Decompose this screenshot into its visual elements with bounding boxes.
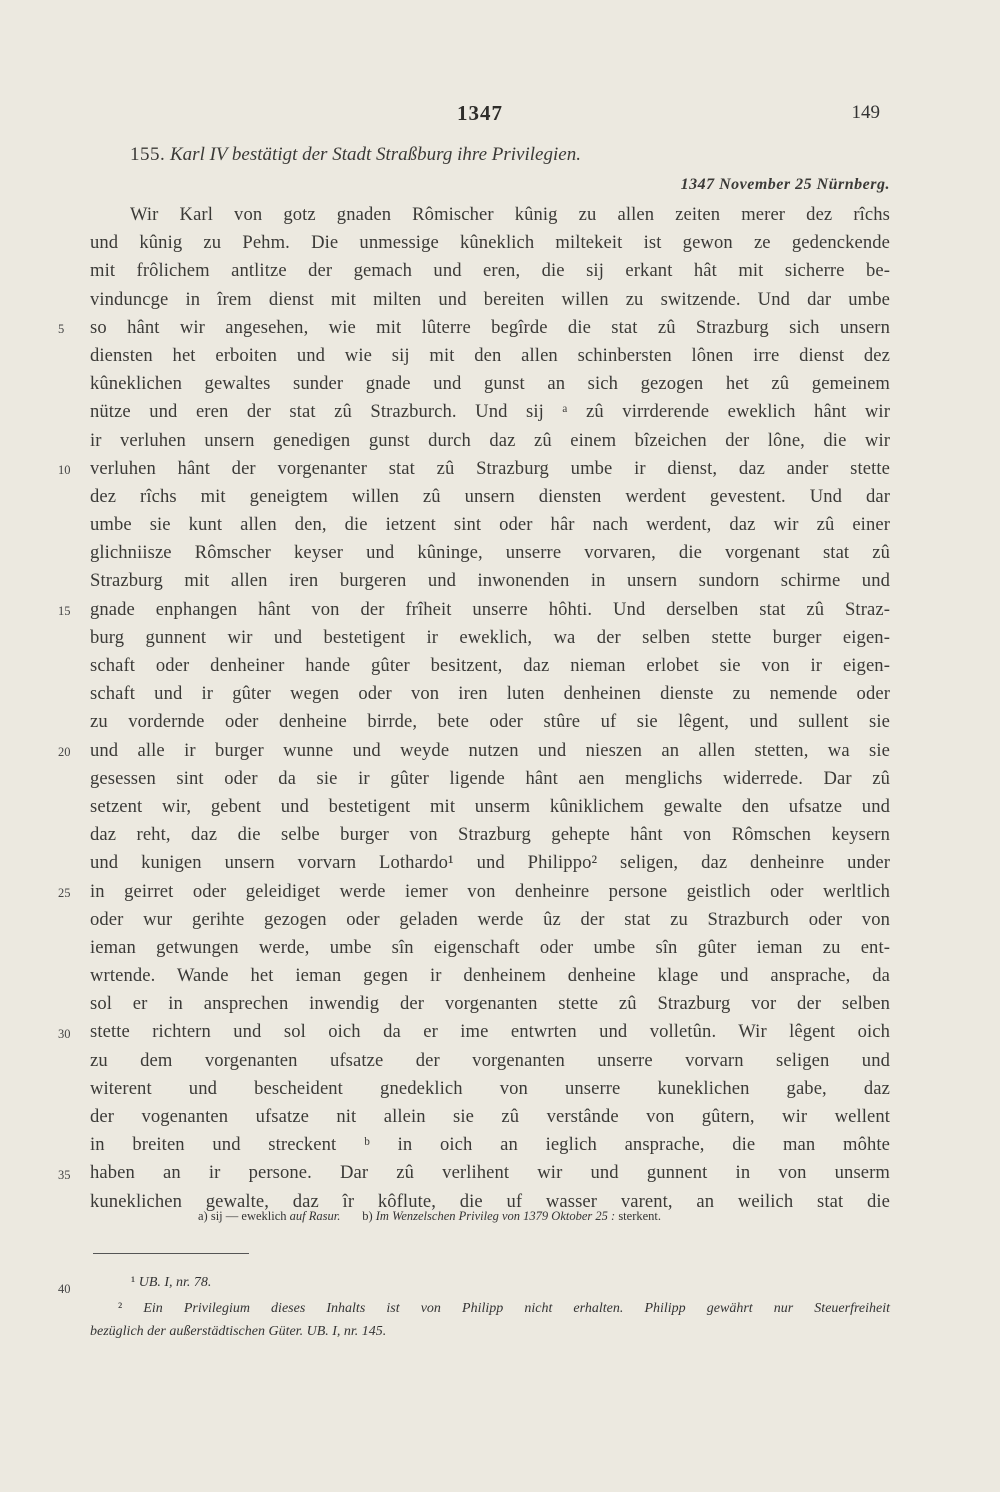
line-number: 20 (58, 744, 71, 759)
body-line: und alle ir burger wunne und weyde nutzen und nieszen an allen stetten, wa sie (90, 739, 890, 761)
body-line: umbe sie kunt allen den, die ietzent sint oder hâr nach werdent, daz wir zû einer (90, 514, 890, 536)
body-line: stette richtern und sol oich da er ime entwrten und volletûn. Wir lêgent oich (90, 1021, 890, 1043)
body-line: glichniisze Rômscher keyser und kûninge, unserre vorvaren, die vorgenant stat zû (90, 542, 890, 564)
body-line: und kunigen unsern vorvarn Lothardo¹ und Philippo² seligen, daz denheinre under (90, 852, 890, 874)
line-number: 10 (58, 462, 71, 477)
line-number: 5 (58, 321, 65, 336)
note-b-label: b) (362, 1209, 373, 1223)
footnote-2-continuation: bezüglich der außerstädtischen Güter. UB. I, nr. 145. (90, 1324, 387, 1339)
body-line: oder wur gerihte gezogen oder geladen werde ûz der stat zu Strazburch oder von (90, 908, 890, 930)
body-line: setzent wir, gebent und bestetigent mit unserm kûniklichem gewalte den ufsatze und (90, 795, 890, 817)
footnote-divider (93, 1253, 249, 1254)
running-header-year: 1347 (457, 101, 503, 125)
text-critical-notes (198, 1209, 898, 1224)
body-line: witerent und bescheident gnedeklich von unserre kuneklichen gabe, daz (90, 1077, 890, 1099)
body-line: sol er in ansprechen inwendig der vorgenanten stette zû Strazburg vor der selben (90, 993, 890, 1015)
line-number: 15 (58, 603, 71, 618)
body-line: in breiten und streckent ᵇ in oich an ieglich ansprache, die man môhte (90, 1134, 890, 1156)
note-a-label: a) sij — eweklich (198, 1209, 287, 1223)
line-number: 30 (58, 1026, 71, 1041)
body-line: kuneklichen gewalte, daz îr kôflute, die uf wasser varent, an weilich stat die (90, 1190, 890, 1212)
body-line: und kûnig zu Pehm. Die unmessige kûneklich miltekeit ist gewon ze gedenckende (90, 232, 890, 254)
body-line: so hânt wir angesehen, wie mit lûterre begîrde die stat zû Strazburg sich unsern (90, 316, 890, 338)
body-line: zu dem vorgenanten ufsatze der vorgenanten unserre vorvarn seligen und (90, 1049, 890, 1071)
body-line: mit frôlichem antlitze der gemach und eren, die sij erkant hât mit sicherre be- (90, 260, 890, 282)
body-line: diensten het erboiten und wie sij mit den allen schinbersten lônen irre dienst dez (90, 344, 890, 366)
body-line: haben an ir persone. Dar zû verlihent wir und gunnent in von unserm (90, 1162, 890, 1184)
body-line: ir verluhen unsern genedigen gunst durch daz zû einem bîzeichen der lône, die wir (90, 429, 890, 451)
body-line: vinduncge in îrem dienst mit milten und bereiten willen zu switzende. Und dar umbe (90, 288, 890, 310)
body-line: zu vordernde oder denheine birrde, bete oder stûre uf sie lêgent, und sullent sie (90, 711, 890, 733)
body-line: dez rîchs mit geneigtem willen zû unsern diensten werdent gevestent. Und dar (90, 485, 890, 507)
document-title (130, 144, 890, 166)
line-number-40: 40 (58, 1282, 71, 1296)
document-date: 1347 November 25 Nürnberg. (680, 176, 890, 193)
body-line: kûneklichen gewaltes sunder gnade und gunst an sich gezogen het zû gemeinem (90, 373, 890, 395)
body-line: schaft oder denheiner hande gûter besitzent, daz nieman erlobet sie von ir eigen- (90, 655, 890, 676)
body-line: nütze und eren der stat zû Strazburch. Und sij ᵃ zû virrderende eweklich hânt wir (90, 401, 890, 423)
note-b-italic: Im Wenzelschen Privileg von 1379 Oktober 25 : (375, 1209, 616, 1223)
page-number: 149 (851, 102, 880, 123)
body-line: daz reht, daz die selbe burger von Strazburg gehepte hânt von Rômschen keysern (90, 824, 890, 846)
note-a-italic: auf Rasur. (289, 1209, 341, 1223)
footnote-1 (131, 1275, 211, 1291)
body-line: verluhen hânt der vorgenanter stat zû Strazburg umbe ir dienst, daz ander stette (90, 457, 890, 479)
footnote-2-marker: ² (118, 1301, 123, 1316)
body-line: gnade enphangen hânt von der frîheit unserre hôhti. Und derselben stat zû Straz- (90, 598, 890, 620)
body-line: burg gunnent wir und bestetigent ir eweklich, wa der selben stette burger eigen- (90, 626, 890, 648)
body-line: wrtende. Wande het ieman gegen ir denheinem denheine klage und ansprache, da (90, 965, 890, 987)
line-number: 25 (58, 885, 71, 900)
line-number: 35 (58, 1167, 71, 1182)
body-line: gesessen sint oder da sie ir gûter ligende hânt aen menglichs widerrede. Dar zû (90, 767, 890, 789)
footnote-1-text: UB. I, nr. 78. (138, 1275, 212, 1290)
body-line: der vogenanten ufsatze nit allein sie zû verstânde von gûtern, wir wellent (90, 1106, 890, 1127)
footnote-2 (118, 1301, 890, 1317)
body-line: Strazburg mit allen iren burgeren und inwonenden in unsern sundorn schirme und (90, 570, 890, 592)
body-line: in geirret oder geleidiget werde iemer von denheinre persone geistlich oder werltlich (90, 880, 890, 902)
body-line: ieman getwungen werde, umbe sîn eigenschaft oder umbe sîn gûter ieman zu ent- (90, 936, 890, 958)
body-line: schaft und ir gûter wegen oder von iren luten denheinen dienste zu nemende oder (90, 683, 890, 705)
document-title-text: Karl IV bestätigt der Stadt Straßburg ihre Privilegien. (170, 144, 581, 165)
body-text (90, 201, 890, 1216)
footnote-2-text-line1: Ein Privilegium dieses Inhalts ist von Philipp nicht erhalten. Philipp gewährt nur Steuerfreiheit (143, 1301, 890, 1316)
footnote-1-marker: ¹ (131, 1275, 136, 1290)
document-number: 155. (130, 144, 166, 165)
note-b-tail: sterkent. (618, 1209, 662, 1223)
body-line: Wir Karl von gotz gnaden Rômischer kûnig zu allen zeiten merer dez rîchs (130, 204, 890, 225)
